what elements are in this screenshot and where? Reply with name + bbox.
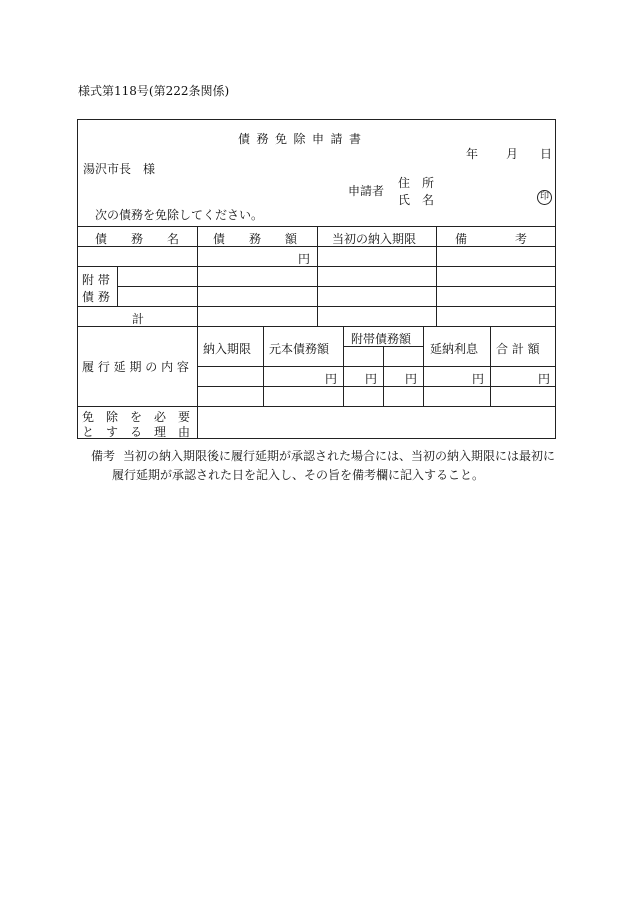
rule-row-2 [117,286,555,287]
ext-header-due-date: 納入期限 [203,342,252,356]
extension-label: 履 行 延 期 の 内 容 [82,360,189,374]
vrule-attached [117,266,118,306]
vrule-ext-5 [490,326,491,406]
ext-header-principal: 元本債務額 [269,342,330,356]
header-original-due: 当初の納入期限 [332,232,417,246]
total-label: 計 [132,312,145,326]
yen-row-1: 円 [298,252,311,266]
yen-attached-1: 円 [365,372,378,386]
note-line-1: 当初の納入期限後に履行延期が承認された場合には、当初の納入期限には最初に [123,449,556,463]
exemption-reason-2: と す る 理 由 [82,425,191,439]
ext-header-deferred-interest: 延納利息 [430,342,479,356]
form-title: 債務免除申請書 [238,132,368,146]
exemption-reason-1: 免 除 を 必 要 [82,410,191,424]
yen-sum: 円 [538,372,551,386]
attached-debt-label-2: 債 務 [82,290,110,304]
date-day: 日 [540,147,553,161]
vrule-ext-2 [343,326,344,406]
yen-attached-2: 円 [405,372,418,386]
seal-mark: 印 [537,190,552,205]
application-form [77,119,556,439]
note-label: 備考 [91,449,116,463]
header-debt-amount: 債 務 額 [213,232,298,246]
rule-ext-3 [78,406,555,407]
vrule-3 [436,226,437,326]
form-number: 様式第118号(第222条関係) [78,84,230,98]
request-text: 次の債務を免除してください。 [95,208,264,222]
vrule-ext-4 [423,326,424,406]
header-debt-name: 債 務 名 [95,232,180,246]
vrule-ext-3 [383,346,384,406]
yen-interest: 円 [472,372,485,386]
vrule-1 [197,226,198,406]
date-month: 月 [506,147,519,161]
vrule-ext-1 [263,326,264,406]
yen-principal: 円 [325,372,338,386]
addressee: 湯沢市長 様 [83,162,156,176]
rule-row-4 [78,326,555,327]
attached-debt-label-1: 附 帯 [82,273,110,287]
note-line-2: 履行延期が承認された日を記入し、その旨を備考欄に記入すること。 [112,468,485,482]
rule-ext-1 [197,366,555,367]
applicant-label: 申請者 [348,184,385,198]
ext-header-sum: 合 計 額 [496,342,540,356]
vrule-2 [317,226,318,326]
address-label: 住 所 [398,176,435,190]
header-remarks: 備 考 [455,232,528,246]
ext-header-attached-amount: 附帯債務額 [351,332,412,346]
name-label: 氏 名 [398,193,435,207]
vrule-reason [197,406,198,438]
date-year: 年 [466,147,479,161]
